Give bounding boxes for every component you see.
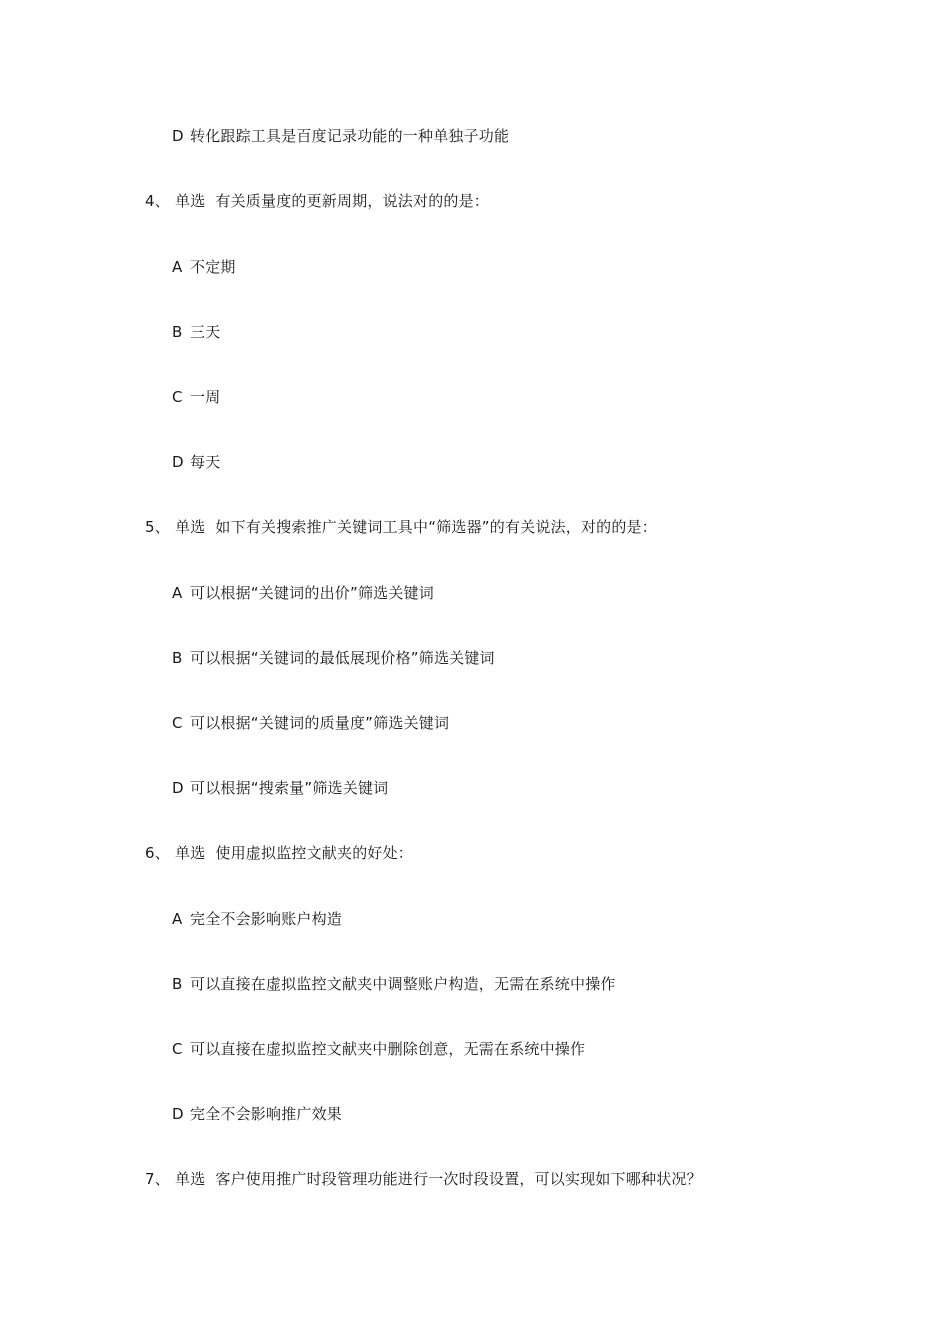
option-text: 可以直接在虚拟监控文献夹中删除创意，无需在系统中操作 [190, 1040, 586, 1058]
option-text: 三天 [190, 323, 221, 341]
option-letter: B [172, 649, 183, 667]
option-q5-d [172, 778, 388, 798]
option-text: 完全不会影响账户构造 [190, 910, 343, 928]
option-q6-d [172, 1104, 342, 1124]
option-q5-c [172, 713, 449, 733]
option-q5-b [172, 648, 495, 668]
option-letter: C [172, 714, 183, 732]
option-letter: C [172, 388, 183, 406]
option-letter: A [172, 584, 183, 602]
option-text: 可以根据“关键词的最低展现价格”筛选关键词 [190, 649, 495, 667]
option-letter: A [172, 258, 183, 276]
option-text: 一周 [190, 388, 221, 406]
question-stem: 客户使用推广时段管理功能进行一次时段设置，可以实现如下哪种状况？ [215, 1170, 702, 1188]
question-4 [145, 191, 489, 211]
option-q6-c [172, 1039, 585, 1059]
question-number: 5、 [145, 518, 170, 536]
question-stem: 有关质量度的更新周期，说法对的的是： [215, 192, 490, 210]
option-letter: D [172, 127, 184, 145]
question-number: 7、 [145, 1170, 170, 1188]
option-letter: D [172, 453, 184, 471]
question-5 [145, 517, 657, 537]
option-text: 不定期 [190, 258, 236, 276]
option-letter: B [172, 323, 183, 341]
question-stem: 如下有关搜索推广关键词工具中“筛选器”的有关说法，对的的是： [215, 518, 657, 536]
option-letter: B [172, 975, 183, 993]
option-q4-b [172, 322, 220, 342]
question-number: 6、 [145, 844, 170, 862]
question-stem: 使用虚拟监控文献夹的好处： [215, 844, 414, 862]
option-text: 每天 [190, 453, 221, 471]
option-text: 完全不会影响推广效果 [190, 1105, 343, 1123]
option-letter: A [172, 910, 183, 928]
option-text: 可以根据“关键词的出价”筛选关键词 [190, 584, 434, 602]
question-type: 单选 [175, 192, 206, 210]
question-number: 4、 [145, 192, 170, 210]
question-type: 单选 [175, 518, 206, 536]
option-text: 可以根据“搜索量”筛选关键词 [190, 779, 389, 797]
option-q6-a [172, 909, 342, 929]
option-letter: D [172, 1105, 184, 1123]
option-q4-c [172, 387, 220, 407]
question-type: 单选 [175, 844, 206, 862]
question-6 [145, 843, 413, 863]
option-text: 可以直接在虚拟监控文献夹中调整账户构造，无需在系统中操作 [190, 975, 616, 993]
option-q4-d [172, 452, 220, 472]
option-text: 转化跟踪工具是百度记录功能的一种单独子功能 [190, 127, 510, 145]
option-q5-a [172, 583, 434, 603]
option-text: 可以根据“关键词的质量度”筛选关键词 [190, 714, 450, 732]
option-q4-a [172, 257, 236, 277]
question-type: 单选 [175, 1170, 206, 1188]
question-7 [145, 1169, 702, 1189]
option-letter: D [172, 779, 184, 797]
option-letter: C [172, 1040, 183, 1058]
option-q6-b [172, 974, 616, 994]
option-q3-d [172, 126, 509, 146]
